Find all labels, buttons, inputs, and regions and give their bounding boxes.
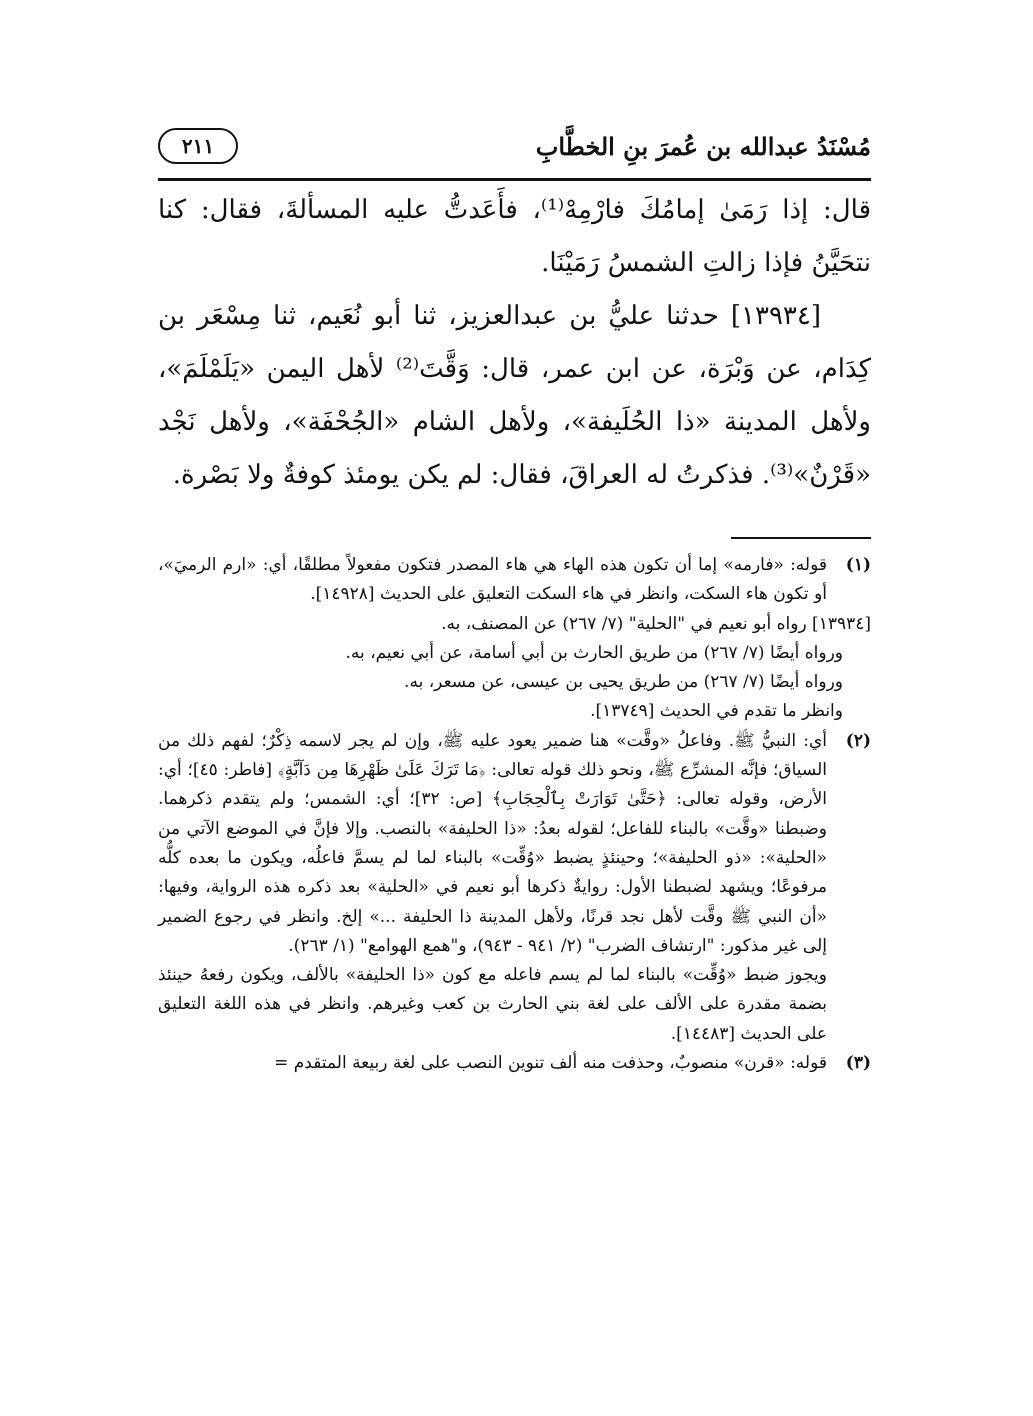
footnote-1 [158, 551, 871, 610]
page-number: ٢١١ [158, 128, 238, 164]
footnote-text-continued: ويجوز ضبط «وُقِّت» بالبناء لما لم يسم فاعله مع كون «ذا الحليفة» بالألف، ويكون رفعهُ حينئذ بضمة مقدرة على الألف على لغة بني الحارث بن كعب وغيرهم. وانظر في هذه اللغة التعليق على الحديث [١٤٤٨٣]. [158, 965, 827, 1044]
footnote-number: (٣) [845, 1053, 871, 1074]
footnote-text: أي: النبيُّ ﷺ. وفاعلُ «وقَّت» هنا ضمير يعود عليه ﷺ، وإن لم يجر لاسمه ذِكْرٌ؛ لفهم ذلك من السياق؛ فإنَّه المشرِّع ﷺ، ونحو ذلك قوله تعالى: ﴿مَا تَرَكَ عَلَىٰ ظَهْرِهَا مِن دَآبَّةٍ﴾ [فاطر: ٤٥]؛ أي: الأرض، وقوله تعالى: ﴿حَتَّىٰ تَوَارَتْ بِٱلْحِجَابِ﴾ [ص: ٣٢]؛ أي: الشمس؛ ولم يتقدم ذكرهما. وضبطنا «وقَّت» بالبناء للفاعل؛ لقوله بعدُ: «ذا الحليفة» بالنصب. وإلا فإنَّ في الموضع الآتي من «الحلية»: «ذو الحليفة»؛ وحينئذٍ يضبط «وُقِّت» بالبناء لما لم يسمَّ فاعلُه، ويكون ما بعده كلُّه مرفوعًا؛ ويشهد لضبطنا الأول: روايةٌ ذكرها أبو نعيم في «الحلية» بعد ذكره هذه الرواية، وفيها: «أن النبي ﷺ وقَّت لأهل نجد قرنًا، ولأهل المدينة ذا الحليفة ...» إلخ. وانظر في رجوع الضمير إلى غير مذكور: "ارتشاف الضرب" (٢/ ٩٤١ - ٩٤٣)، و"همع الهوامع" (١/ ٢٦٣). [158, 730, 827, 956]
main-text [158, 184, 871, 502]
header-rule [158, 178, 871, 181]
takhrij-block [158, 610, 871, 727]
footnote-3 [158, 1049, 871, 1078]
takhrij-line: وانظر ما تقدم في الحديث [١٣٧٤٩]. [590, 701, 843, 722]
main-paragraph-1: قال: إذا رَمَىٰ إمامُكَ فارْمِهْ⁽¹⁾، فأَعَدتُّ عليه المسألةَ، فقال: كنا نتحَيَّنُ فإذا زالتِ الشمسُ رَمَيْنَا. [158, 195, 872, 278]
takhrij-line: [١٣٩٣٤] رواه أبو نعيم في "الحلية" (٧/ ٢٦٧) عن المصنف، به. [441, 613, 871, 634]
running-title: مُسْنَدُ عبدالله بن عُمرَ بنِ الخطَّابِ [535, 132, 871, 161]
footnote-text: قوله: «قرن» منصوبٌ، وحذفت منه ألف تنوين النصب على لغة ربيعة المتقدم = [274, 1053, 827, 1074]
footnote-text: قوله: «فارمه» إما أن تكون هذه الهاء هي هاء المصدر فتكون مفعولاً مطلقًا، أي: «ارم الرميَ»، أو تكون هاء السكت، وانظر في هاء السكت التعليق على الحديث [١٤٩٢٨]. [158, 555, 827, 605]
footnotes [158, 551, 871, 1078]
main-paragraph-2: [١٣٩٣٤] حدثنا عليُّ بن عبدالعزيز، ثنا أبو نُعَيم، ثنا مِسْعَر بن كِدَام، عن وَبْرَة، عن ابن عمر، قال: وَقَّتَ⁽²⁾ لأهل اليمن «يَلَمْلَمَ»، ولأهل المدينة «ذا الحُلَيفة»، ولأهل الشام «الجُحْفَة»، ولأهل نَجْد «قَرْنٌ»⁽³⁾. فذكرتُ له العراقَ، فقال: لم يكن يومئذ كوفةٌ ولا بَصْرة. [158, 301, 871, 490]
takhrij-line: ورواه أيضًا (٧/ ٢٦٧) من طريق يحيى بن عيسى، عن مسعر، به. [404, 672, 843, 693]
takhrij-line: ورواه أيضًا (٧/ ٢٦٧) من طريق الحارث بن أبي أسامة، عن أبي نعيم، به. [345, 642, 843, 663]
footnote-2 [158, 727, 871, 1049]
page-header [158, 128, 871, 182]
footnote-number: (١) [845, 555, 871, 575]
footnote-rule [731, 537, 871, 539]
footnote-number: (٢) [845, 730, 871, 751]
